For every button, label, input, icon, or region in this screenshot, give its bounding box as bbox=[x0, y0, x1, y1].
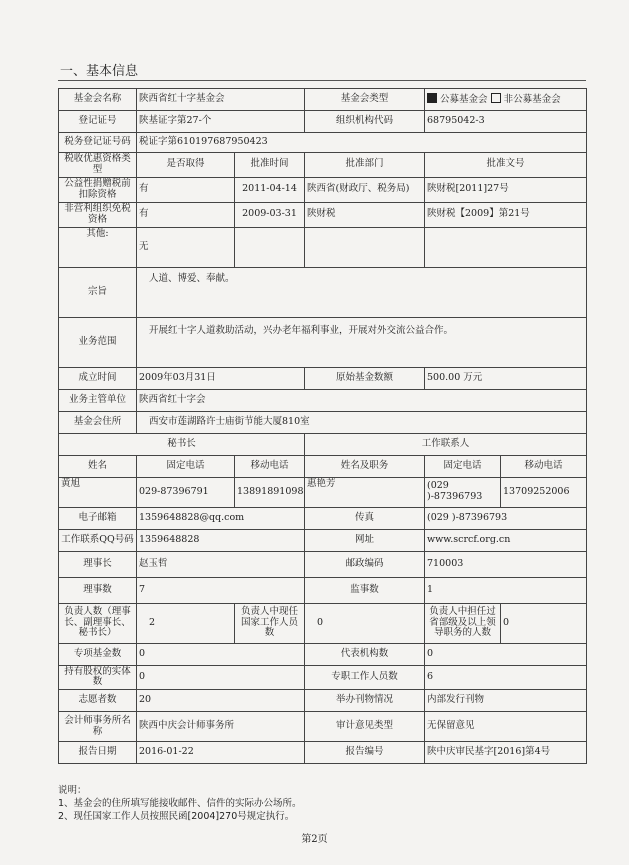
welfare-doc: 陕财税[2011]27号 bbox=[425, 177, 587, 202]
email-value: 1359648828@qq.com bbox=[137, 507, 305, 529]
fax-value: (029 )-87396793 bbox=[425, 507, 587, 529]
chairman-label: 理事长 bbox=[59, 551, 137, 577]
report-date-label: 报告日期 bbox=[59, 742, 137, 764]
tax-pref-label: 税收优惠资格类型 bbox=[59, 153, 137, 178]
table-row bbox=[59, 202, 587, 227]
leaders-former-label: 负责人中担任过省部级及以上领导职务的人数 bbox=[425, 603, 501, 643]
directors-value: 7 bbox=[137, 577, 305, 603]
empty-cell bbox=[235, 227, 305, 267]
audit-value: 无保留意见 bbox=[425, 712, 587, 742]
table-row bbox=[59, 603, 587, 643]
table-row bbox=[59, 665, 587, 690]
org-code-label: 组织机构代码 bbox=[305, 111, 425, 133]
notes-line-1: 1、基金会的住所填写能接收邮件、信件的实际办公场所。 bbox=[58, 798, 302, 809]
col-name: 姓名 bbox=[59, 455, 137, 477]
nonprofit-label: 非营利组织免税资格 bbox=[59, 202, 137, 227]
purpose-value: 人道、博爱、奉献。 bbox=[137, 267, 587, 317]
notes-title: 说明： bbox=[58, 785, 87, 796]
table-row bbox=[59, 153, 587, 178]
contact-mobile: 13709252006 bbox=[501, 477, 587, 507]
table-row bbox=[59, 411, 587, 433]
nonprofit-obtained: 有 bbox=[137, 202, 235, 227]
special-funds-value: 0 bbox=[137, 643, 305, 665]
tax-reg-value: 税证字第610197687950423 bbox=[137, 133, 587, 153]
nonprofit-dept: 陕财税 bbox=[305, 202, 425, 227]
leaders-value: 2 bbox=[137, 603, 235, 643]
col-phone-2: 固定电话 bbox=[425, 455, 501, 477]
notes bbox=[58, 784, 302, 823]
welfare-dept: 陕西省(财政厅、税务局) bbox=[305, 177, 425, 202]
checked-box-icon bbox=[427, 93, 437, 103]
report-no-value: 陕中庆审民基字[2016]第4号 bbox=[425, 742, 587, 764]
website-value: www.scrcf.org.cn bbox=[425, 529, 587, 551]
fax-label: 传真 bbox=[305, 507, 425, 529]
page-number: 第2页 bbox=[301, 834, 328, 845]
website-label: 网址 bbox=[305, 529, 425, 551]
col-phone: 固定电话 bbox=[137, 455, 235, 477]
welfare-obtained: 有 bbox=[137, 177, 235, 202]
leaders-former-value: 0 bbox=[501, 603, 587, 643]
table-row bbox=[59, 89, 587, 111]
postcode-value: 710003 bbox=[425, 551, 587, 577]
rep-offices-label: 代表机构数 bbox=[305, 643, 425, 665]
table-row bbox=[59, 507, 587, 529]
founded-value: 2009年03月31日 bbox=[137, 367, 305, 389]
secretary-header: 秘书长 bbox=[59, 433, 305, 455]
report-date-value: 2016-01-22 bbox=[137, 742, 305, 764]
directors-label: 理事数 bbox=[59, 577, 137, 603]
table-row bbox=[59, 111, 587, 133]
basic-info-table bbox=[58, 88, 587, 764]
publications-value: 内部发行刊物 bbox=[425, 690, 587, 712]
table-row bbox=[59, 227, 587, 267]
table-row bbox=[59, 367, 587, 389]
table-row bbox=[59, 577, 587, 603]
address-value: 西安市莲湖路许士庙街节能大厦810室 bbox=[137, 411, 587, 433]
col-mobile: 移动电话 bbox=[235, 455, 305, 477]
other-label: 其他: bbox=[59, 227, 137, 267]
table-row bbox=[59, 529, 587, 551]
welfare-label: 公益性捐赠税前扣除资格 bbox=[59, 177, 137, 202]
welfare-time: 2011-04-14 bbox=[235, 177, 305, 202]
nonprofit-doc: 陕财税【2009】第21号 bbox=[425, 202, 587, 227]
sec-phone: 029-87396791 bbox=[137, 477, 235, 507]
col-approval-doc: 批准文号 bbox=[425, 153, 587, 178]
rep-offices-value: 0 bbox=[425, 643, 587, 665]
table-row bbox=[59, 477, 587, 507]
col-mobile-2: 移动电话 bbox=[501, 455, 587, 477]
fulltime-label: 专职工作人员数 bbox=[305, 665, 425, 690]
org-code-value: 68795042-3 bbox=[425, 111, 587, 133]
table-row bbox=[59, 267, 587, 317]
sec-mobile: 13891891098 bbox=[235, 477, 305, 507]
col-approval-dept: 批准部门 bbox=[305, 153, 425, 178]
sec-name: 黄旭 bbox=[59, 477, 137, 507]
reg-value: 陕基证字第27-个 bbox=[137, 111, 305, 133]
contact-name: 惠艳芳 bbox=[305, 477, 425, 507]
section-title: 一、基本信息 bbox=[60, 64, 139, 79]
table-row bbox=[59, 389, 587, 411]
name-label: 基金会名称 bbox=[59, 89, 137, 111]
table-row bbox=[59, 643, 587, 665]
volunteers-value: 20 bbox=[137, 690, 305, 712]
unchecked-box-icon bbox=[491, 93, 501, 103]
address-label: 基金会住所 bbox=[59, 411, 137, 433]
volunteers-label: 志愿者数 bbox=[59, 690, 137, 712]
supervisors-value: 1 bbox=[425, 577, 587, 603]
reg-label: 登记证号 bbox=[59, 111, 137, 133]
table-row bbox=[59, 317, 587, 367]
special-funds-label: 专项基金数 bbox=[59, 643, 137, 665]
publications-label: 举办刊物情况 bbox=[305, 690, 425, 712]
accountant-value: 陕西中庆会计师事务所 bbox=[137, 712, 305, 742]
tax-reg-label: 税务登记证号码 bbox=[59, 133, 137, 153]
nonprofit-time: 2009-03-31 bbox=[235, 202, 305, 227]
supervisors-label: 监事数 bbox=[305, 577, 425, 603]
table-row bbox=[59, 455, 587, 477]
table-row bbox=[59, 551, 587, 577]
qq-value: 1359648828 bbox=[137, 529, 305, 551]
founded-label: 成立时间 bbox=[59, 367, 137, 389]
equity-label: 持有股权的实体数 bbox=[59, 665, 137, 690]
col-name-position: 姓名及职务 bbox=[305, 455, 425, 477]
audit-label: 审计意见类型 bbox=[305, 712, 425, 742]
purpose-label: 宗旨 bbox=[59, 267, 137, 317]
type-nonpublic: 非公募基金会 bbox=[503, 94, 561, 106]
heading-divider bbox=[58, 80, 586, 81]
notes-line-2: 2、现任国家工作人员按照民函[2004]270号规定执行。 bbox=[58, 811, 295, 822]
contact-phone: (029 )-87396793 bbox=[425, 477, 501, 507]
qq-label: 工作联系QQ号码 bbox=[59, 529, 137, 551]
table-row bbox=[59, 690, 587, 712]
chairman-value: 赵玉哲 bbox=[137, 551, 305, 577]
leaders-label: 负责人数（理事长、副理事长、秘书长） bbox=[59, 603, 137, 643]
contact-header: 工作联系人 bbox=[305, 433, 587, 455]
scope-label: 业务范围 bbox=[59, 317, 137, 367]
empty-cell bbox=[425, 227, 587, 267]
postcode-label: 邮政编码 bbox=[305, 551, 425, 577]
table-row bbox=[59, 712, 587, 742]
fund-value: 500.00 万元 bbox=[425, 367, 587, 389]
table-row bbox=[59, 177, 587, 202]
report-no-label: 报告编号 bbox=[305, 742, 425, 764]
name-value: 陕西省红十字基金会 bbox=[137, 89, 305, 111]
supervisor-label: 业务主管单位 bbox=[59, 389, 137, 411]
fund-label: 原始基金数额 bbox=[305, 367, 425, 389]
supervisor-value: 陕西省红十字会 bbox=[137, 389, 587, 411]
type-public: 公募基金会 bbox=[440, 94, 488, 106]
empty-cell bbox=[305, 227, 425, 267]
equity-value: 0 bbox=[137, 665, 305, 690]
table-row bbox=[59, 133, 587, 153]
table-row bbox=[59, 742, 587, 764]
table-row bbox=[59, 433, 587, 455]
accountant-label: 会计师事务所名称 bbox=[59, 712, 137, 742]
col-approval-time: 批准时间 bbox=[235, 153, 305, 178]
type-label: 基金会类型 bbox=[305, 89, 425, 111]
fulltime-value: 6 bbox=[425, 665, 587, 690]
other-value: 无 bbox=[137, 227, 235, 267]
leaders-civil-label: 负责人中现任国家工作人员数 bbox=[235, 603, 305, 643]
col-obtained: 是否取得 bbox=[137, 153, 235, 178]
leaders-civil-value: 0 bbox=[305, 603, 425, 643]
email-label: 电子邮箱 bbox=[59, 507, 137, 529]
scope-value: 开展红十字人道救助活动，兴办老年福利事业，开展对外交流公益合作。 bbox=[137, 317, 587, 367]
type-value bbox=[425, 89, 587, 111]
